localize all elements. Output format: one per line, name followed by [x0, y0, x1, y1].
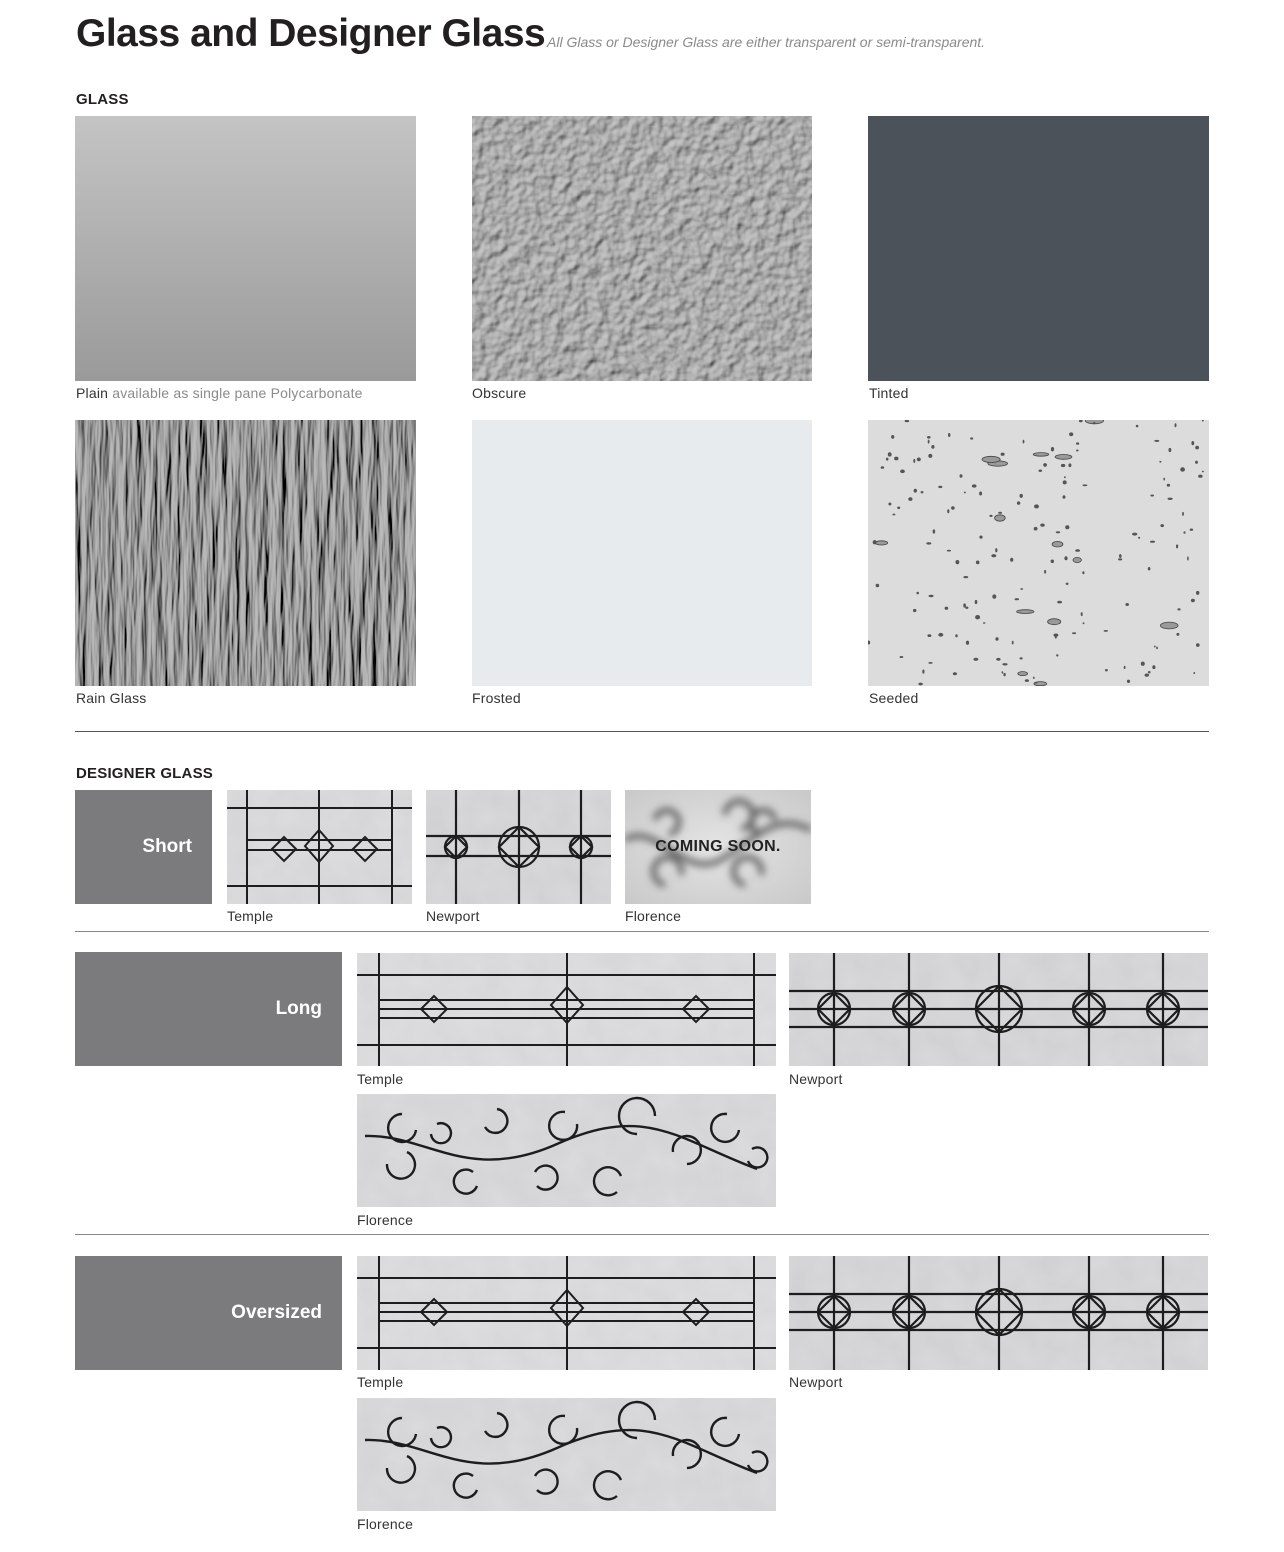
seed-bubble: [929, 595, 934, 597]
seed-bubble: [1160, 622, 1178, 629]
seed-bubble: [963, 576, 968, 578]
seed-bubble: [955, 634, 957, 637]
seed-bubble: [908, 497, 912, 501]
seed-bubble: [1154, 646, 1156, 648]
seed-bubble: [1195, 461, 1198, 464]
seed-bubble: [881, 466, 885, 469]
seed-bubble: [1167, 484, 1170, 487]
seed-bubble: [1076, 450, 1079, 452]
seed-bubble: [1119, 554, 1122, 558]
seed-bubble: [1196, 643, 1200, 647]
seed-bubble: [1052, 541, 1063, 547]
seed-bubble: [1075, 549, 1080, 552]
seed-bubble: [995, 515, 1006, 521]
seed-bubble: [1063, 495, 1066, 499]
seed-bubble: [1160, 524, 1164, 527]
seed-bubble: [1104, 630, 1108, 632]
seed-bubble: [1125, 603, 1129, 606]
seed-bubble: [888, 452, 892, 456]
seed-bubble: [1132, 533, 1137, 536]
size-short-box: [75, 790, 212, 904]
seeded-label: Seeded: [869, 690, 919, 706]
long-florence-label: Florence: [357, 1212, 414, 1228]
seed-bubble: [947, 509, 949, 513]
section-divider: [75, 731, 1209, 732]
seed-bubble: [1064, 476, 1066, 478]
seed-bubble: [938, 486, 942, 488]
short-florence-swatch[interactable]: [625, 790, 811, 904]
seed-bubble: [897, 507, 900, 510]
seed-bubble: [1001, 453, 1005, 456]
page-title: Glass and Designer Glass: [76, 12, 546, 55]
plain-caption: [76, 385, 363, 401]
seed-bubble: [1015, 598, 1019, 600]
seed-bubble: [928, 440, 930, 444]
seed-bubble: [1010, 558, 1013, 562]
seed-bubble: [964, 492, 966, 494]
seed-bubble: [1183, 531, 1185, 534]
row-divider-short: [75, 931, 1209, 932]
seed-bubble: [1191, 441, 1194, 445]
seed-bubble: [900, 470, 905, 474]
seed-bubble: [995, 637, 998, 640]
seed-bubble: [960, 474, 963, 478]
seed-bubble: [1148, 567, 1151, 570]
seed-bubble: [1039, 470, 1043, 472]
seed-bubble: [1066, 583, 1069, 585]
seed-bubble: [1180, 467, 1185, 471]
seed-bubble: [888, 503, 891, 506]
frosted-label: Frosted: [472, 690, 521, 706]
seed-bubble: [1195, 446, 1199, 450]
seed-bubble: [1033, 453, 1049, 457]
seed-bubble: [917, 458, 921, 462]
obscure-label: Obscure: [472, 385, 527, 401]
seed-bubble: [1196, 591, 1199, 595]
seed-bubble: [973, 658, 978, 661]
seed-bubble: [1051, 560, 1054, 564]
seed-bubble: [956, 560, 960, 564]
seed-bubble: [1105, 669, 1108, 671]
seed-bubble: [979, 536, 982, 539]
seed-bubble: [1150, 495, 1154, 497]
seed-bubble: [928, 454, 932, 458]
seed-bubble: [918, 683, 922, 686]
tinted-glass-swatch[interactable]: [868, 116, 1209, 381]
seed-bubble: [1202, 471, 1204, 473]
seed-bubble: [1152, 665, 1155, 669]
seed-bubble: [927, 436, 931, 439]
seed-bubble: [948, 433, 950, 437]
seed-bubble: [1138, 537, 1140, 539]
seed-bubble: [1093, 422, 1095, 424]
seed-bubble: [1073, 557, 1081, 562]
seed-bubble: [1118, 558, 1122, 560]
seed-bubble: [975, 615, 980, 619]
seed-bubble: [1033, 677, 1035, 679]
seed-bubble: [945, 607, 949, 610]
plain-label: Plain: [76, 385, 109, 401]
seed-bubble: [1055, 455, 1072, 460]
seed-bubble: [953, 672, 957, 675]
short-newport-label: Newport: [426, 908, 480, 924]
plain-glass-swatch[interactable]: [75, 116, 416, 381]
seed-bubble: [1065, 525, 1069, 529]
seed-bubble: [927, 634, 931, 637]
seed-bubble: [928, 662, 932, 664]
oversized-florence-swatch[interactable]: [357, 1398, 776, 1511]
seed-bubble: [1141, 662, 1145, 666]
seed-bubble: [972, 484, 977, 487]
rain-glass-swatch[interactable]: [75, 420, 416, 686]
seed-bubble: [963, 603, 966, 607]
seed-bubble: [991, 554, 996, 557]
seed-bubble: [1020, 588, 1023, 590]
seed-bubble: [1043, 463, 1047, 467]
seed-bubble: [1057, 601, 1062, 604]
seed-bubble: [916, 592, 919, 595]
seed-bubble: [1176, 633, 1179, 636]
seed-bubble: [1082, 484, 1087, 486]
seed-bubble: [1055, 635, 1057, 639]
seed-bubble: [1012, 641, 1014, 645]
oversized-florence-label: Florence: [357, 1516, 414, 1532]
seed-bubble: [1034, 504, 1039, 508]
seed-bubble: [914, 489, 917, 493]
oversized-temple-label: Temple: [357, 1374, 404, 1390]
seed-bubble: [922, 670, 924, 674]
seed-bubble: [891, 435, 894, 439]
seed-bubble: [1023, 440, 1025, 444]
seed-bubble: [1061, 464, 1065, 467]
seed-bubble: [1182, 512, 1184, 516]
short-temple-swatch[interactable]: [227, 790, 412, 904]
seed-bubble: [1056, 531, 1060, 533]
seed-bubble: [1148, 671, 1151, 673]
seed-bubble: [938, 633, 943, 637]
seed-bubble: [921, 491, 924, 493]
seed-bubble: [1002, 663, 1007, 665]
frosted-glass-swatch[interactable]: [472, 420, 812, 686]
size-oversized-box: [75, 1256, 342, 1370]
seed-bubble: [995, 548, 997, 552]
seed-bubble: [1159, 461, 1161, 463]
seeded-glass-swatch[interactable]: [868, 420, 1209, 686]
seed-bubble: [1082, 571, 1084, 574]
size-long-box: [75, 952, 342, 1066]
seed-bubble: [1020, 494, 1023, 498]
seed-bubble: [926, 542, 931, 544]
tinted-label: Tinted: [869, 385, 909, 401]
seed-bubble: [876, 584, 880, 588]
size-oversized-label: Oversized: [231, 1302, 322, 1323]
seed-bubble: [1187, 556, 1189, 560]
seed-bubble: [1025, 679, 1029, 682]
seed-bubble: [1003, 673, 1005, 676]
plain-note: available as single pane Polycarbonate: [112, 385, 363, 401]
seed-bubble: [1194, 672, 1196, 674]
page-subtitle: All Glass or Designer Glass are either transparent or semi-transparent.: [547, 34, 986, 50]
seed-bubble: [894, 457, 898, 461]
seed-bubble: [1191, 599, 1195, 602]
seed-bubble: [1020, 657, 1023, 659]
seed-bubble: [1048, 619, 1061, 625]
seed-bubble: [892, 514, 895, 516]
seed-bubble: [931, 445, 934, 449]
seed-bubble: [1064, 556, 1067, 560]
seed-bubble: [1017, 501, 1020, 504]
seed-bubble: [875, 541, 888, 545]
seed-bubble: [1124, 666, 1126, 669]
seed-bubble: [1018, 672, 1028, 676]
seed-bubble: [1068, 463, 1071, 467]
seed-bubble: [979, 492, 982, 496]
short-newport-swatch[interactable]: [426, 790, 611, 904]
seed-bubble: [886, 458, 889, 461]
seed-bubble: [965, 607, 968, 609]
seed-bubble: [900, 656, 904, 658]
seed-bubble: [989, 515, 992, 517]
seed-bubble: [1168, 498, 1173, 500]
seed-bubble: [1177, 608, 1180, 610]
seed-bubble: [1163, 478, 1165, 481]
rain-glass-label: Rain Glass: [76, 690, 147, 706]
seed-bubble: [1034, 527, 1038, 531]
seed-bubble: [951, 506, 955, 509]
seed-bubble: [1175, 423, 1177, 427]
seed-bubble: [1127, 680, 1130, 683]
designer-section-heading: DESIGNER GLASS: [76, 765, 213, 782]
seed-bubble: [1190, 529, 1193, 531]
row-divider-long: [75, 1234, 1209, 1235]
coming-soon-text: COMING SOON.: [655, 838, 781, 855]
seed-bubble: [1017, 610, 1034, 614]
seed-bubble: [1063, 480, 1067, 484]
seed-bubble: [1154, 440, 1159, 442]
seed-bubble: [1083, 622, 1085, 624]
seed-bubble: [1150, 541, 1155, 543]
seed-bubble: [970, 437, 973, 439]
oversized-newport-swatch[interactable]: [789, 1256, 1208, 1370]
long-temple-swatch[interactable]: [357, 953, 776, 1066]
short-temple-label: Temple: [227, 908, 274, 924]
seed-bubble: [982, 456, 1000, 462]
seed-bubble: [1136, 425, 1139, 428]
seed-bubble: [1076, 442, 1079, 444]
seed-bubble: [983, 622, 986, 624]
seed-bubble: [933, 529, 936, 533]
long-temple-label: Temple: [357, 1071, 404, 1087]
seed-bubble: [996, 658, 1000, 661]
seed-bubble: [966, 641, 969, 645]
seed-bubble: [1056, 654, 1058, 656]
seed-bubble: [1069, 432, 1073, 436]
seed-bubble: [992, 594, 996, 598]
seed-bubble: [1040, 524, 1044, 527]
oversized-temple-swatch[interactable]: [357, 1256, 776, 1370]
short-florence-label: Florence: [625, 908, 682, 924]
seed-bubble: [1072, 632, 1076, 634]
long-newport-swatch[interactable]: [789, 953, 1208, 1066]
seed-bubble: [1145, 674, 1149, 677]
size-short-label: Short: [142, 836, 192, 857]
size-long-label: Long: [275, 998, 322, 1019]
seed-bubble: [1034, 682, 1037, 684]
seed-bubble: [913, 609, 916, 612]
oversized-newport-label: Newport: [789, 1374, 843, 1390]
glass-section-heading: GLASS: [76, 91, 129, 108]
seed-bubble: [873, 540, 877, 544]
seed-bubble: [947, 550, 951, 552]
seed-bubble: [1156, 647, 1158, 650]
seed-bubble: [1051, 447, 1054, 451]
seed-bubble: [1044, 570, 1046, 574]
seed-bubble: [1198, 475, 1202, 478]
seed-bubble: [976, 561, 980, 565]
seed-bubble: [1002, 671, 1004, 673]
seed-bubble: [1169, 448, 1172, 452]
seed-bubble: [1176, 544, 1178, 548]
seed-bubble: [1081, 612, 1083, 616]
long-florence-swatch[interactable]: [357, 1094, 776, 1207]
seed-bubble: [998, 512, 1002, 514]
seed-bubble: [975, 600, 978, 604]
long-newport-label: Newport: [789, 1071, 843, 1087]
seed-bubble: [913, 459, 915, 463]
obscure-glass-swatch[interactable]: [472, 116, 812, 381]
